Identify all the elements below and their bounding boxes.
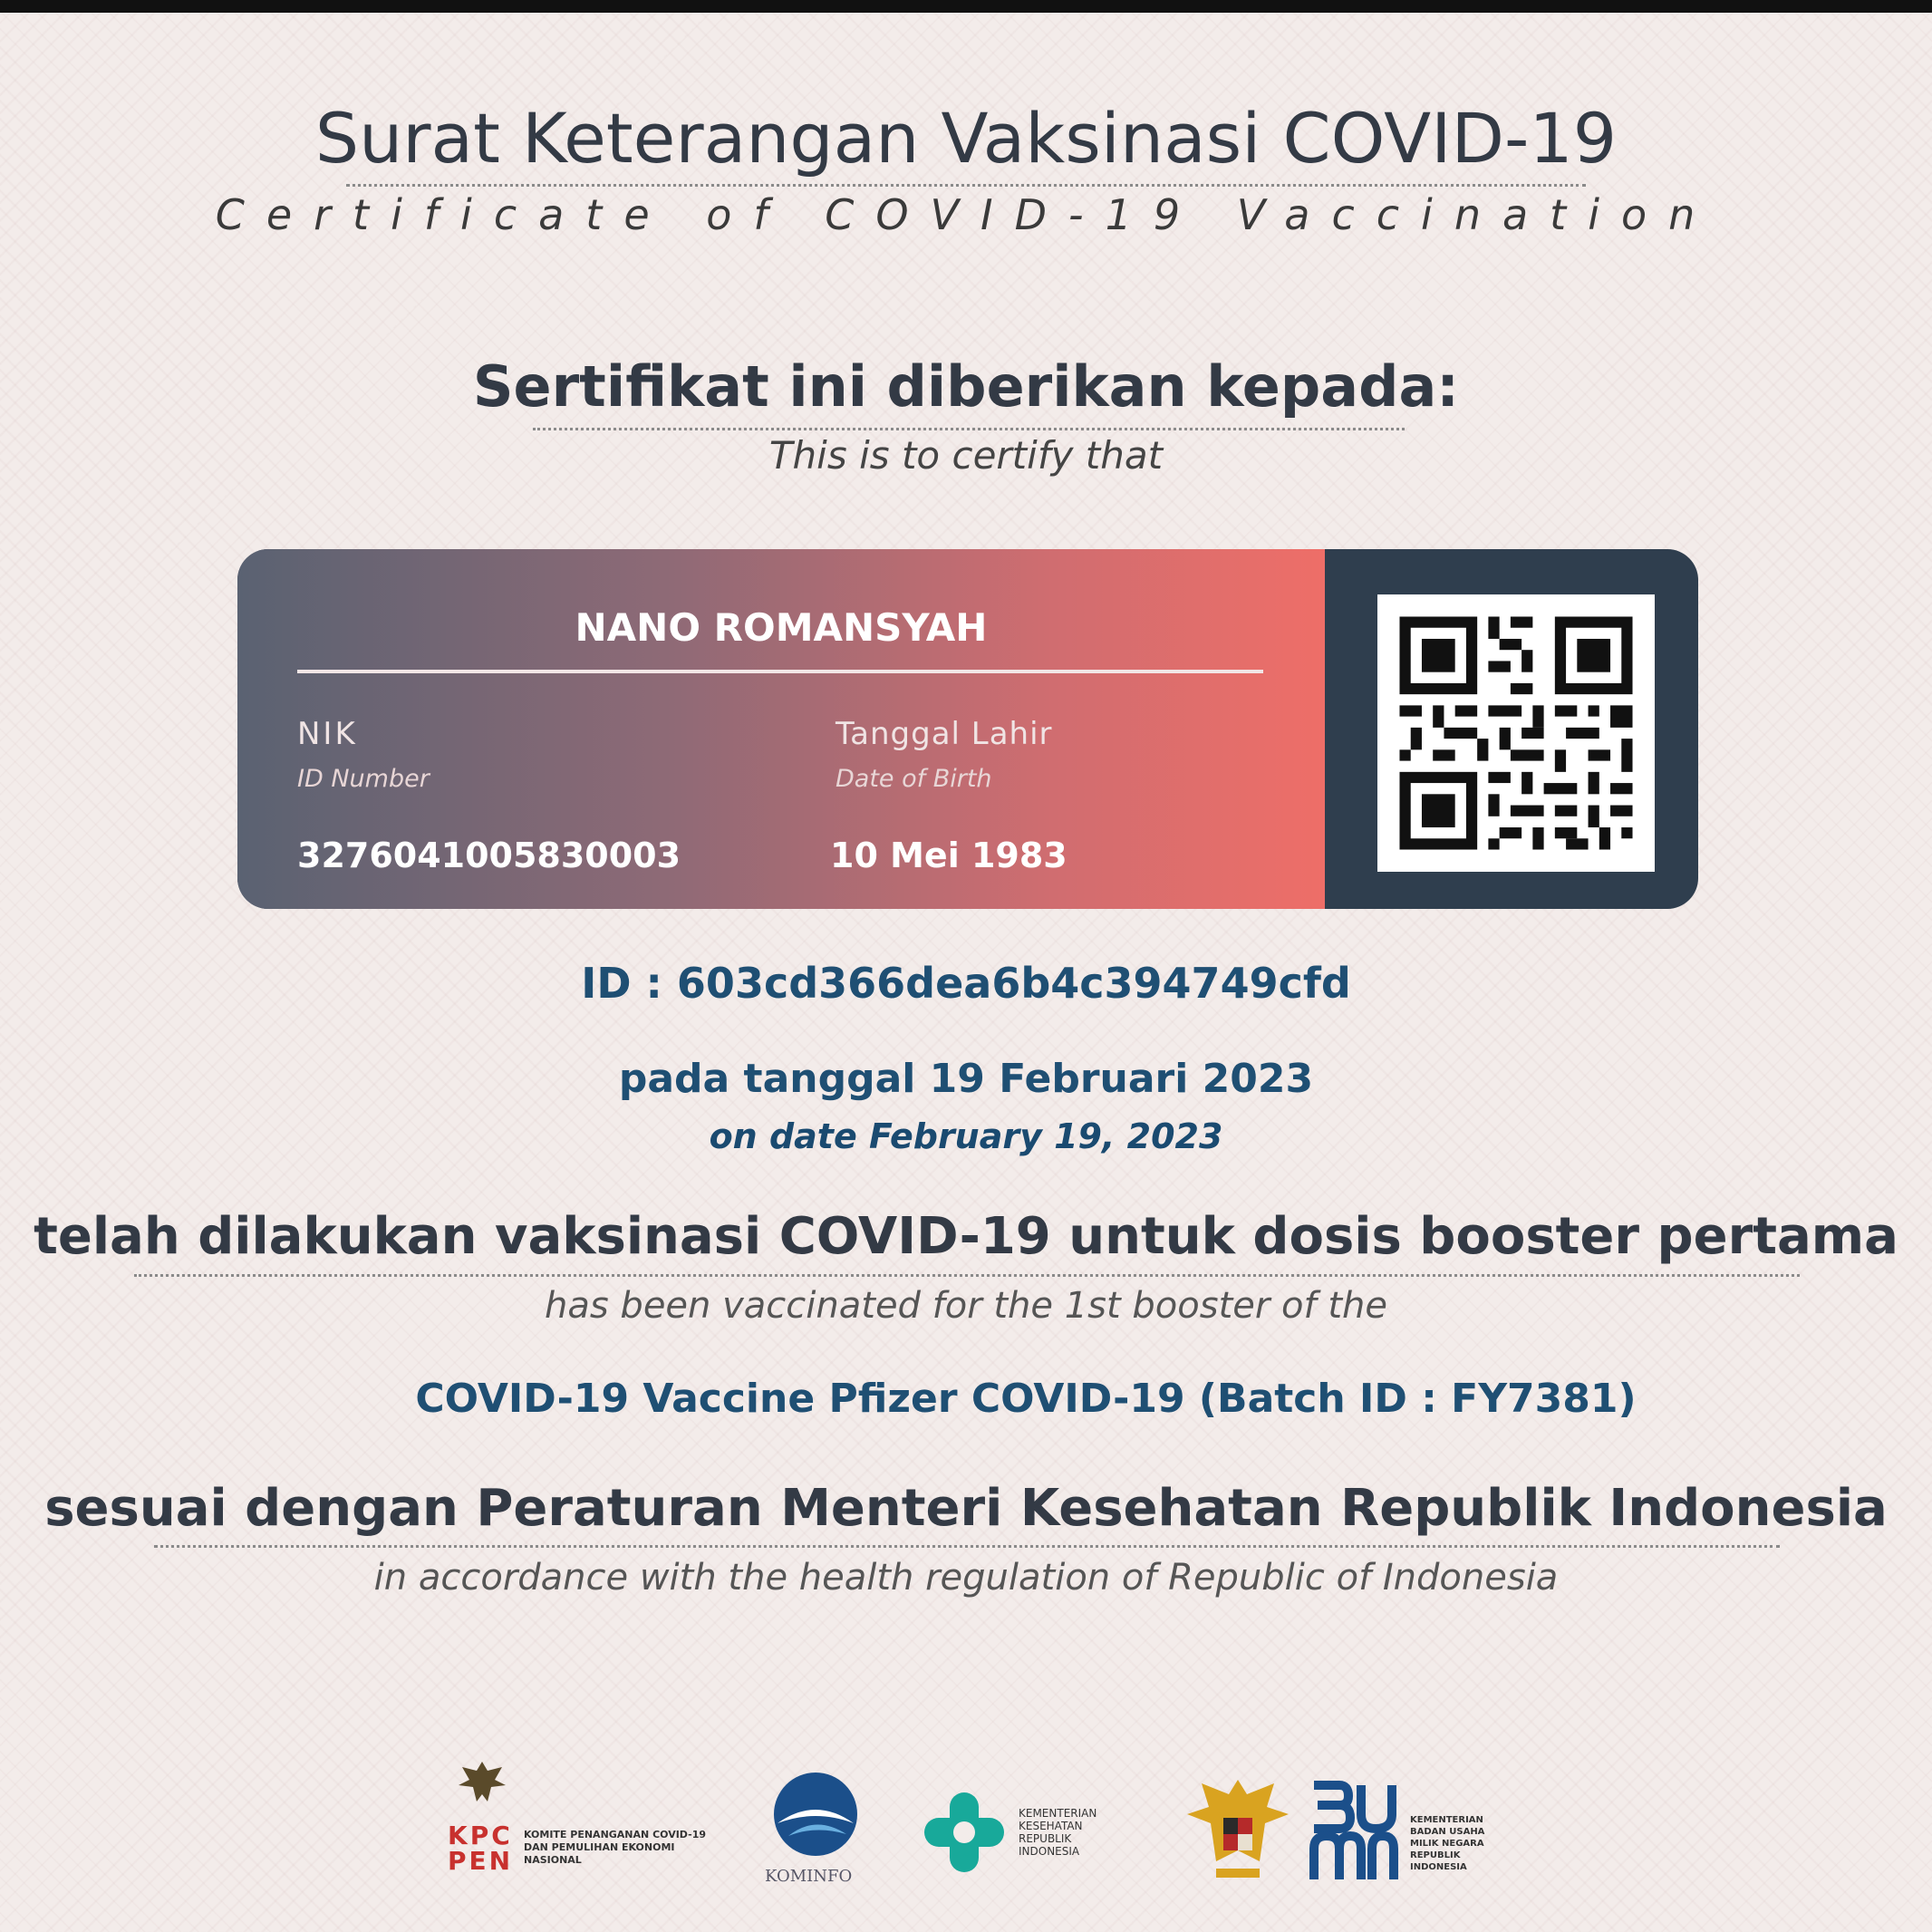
vaccine-name: COVID-19 Vaccine Pfizer COVID-19 (Batch ID : FY7381) — [415, 1376, 1637, 1422]
holder-name-underline — [297, 670, 1263, 673]
dob-value: 10 Mei 1983 — [830, 836, 1067, 875]
nik-label: NIK — [297, 716, 358, 752]
garuda-pancasila-icon — [1183, 1774, 1292, 1887]
kominfo-label: KOMINFO — [765, 1867, 853, 1886]
title-divider — [346, 184, 1586, 187]
vaccination-date-english: on date February 19, 2023 — [709, 1116, 1223, 1156]
statement-divider — [134, 1274, 1800, 1277]
nik-value: 3276041005830003 — [297, 836, 681, 875]
kominfo-emblem-icon — [770, 1769, 861, 1860]
garuda-small-icon — [453, 1758, 511, 1809]
holder-card — [237, 549, 1698, 909]
kemenkes-text: KEMENTERIAN KESEHATAN REPUBLIK INDONESIA — [1019, 1807, 1097, 1858]
certificate-id: ID : 603cd366dea6b4c394749cfd — [581, 959, 1351, 1008]
vaccination-statement: telah dilakukan vaksinasi COVID-19 untuk dosis booster pertama — [34, 1207, 1898, 1266]
bumn-emblem-icon — [1309, 1778, 1399, 1887]
holder-card-info — [237, 549, 1325, 909]
given-to-heading: Sertifikat ini diberikan kepada: — [472, 353, 1460, 420]
kpc-pen-logo — [448, 1758, 720, 1885]
garuda-logo — [1183, 1774, 1301, 1892]
kpc-top-text: KPC — [448, 1821, 513, 1850]
kemenkes-logo — [921, 1787, 1129, 1887]
vaccination-date: pada tanggal 19 Februari 2023 — [618, 1056, 1314, 1102]
given-to-divider — [533, 428, 1405, 430]
dob-label: Tanggal Lahir — [836, 716, 1053, 752]
kpc-bottom-text: PEN — [448, 1846, 514, 1876]
regulation-divider — [154, 1545, 1780, 1548]
dob-label-english: Date of Birth — [836, 765, 992, 793]
kpc-pen-text: KOMITE PENANGANAN COVID-19 DAN PEMULIHAN EKONOMI NASIONAL — [524, 1829, 707, 1866]
regulation-statement-english: in accordance with the health regulation of Republic of Indonesia — [373, 1557, 1559, 1599]
holder-name: NANO ROMANSYAH — [575, 605, 988, 650]
vaccination-statement-english: has been vaccinated for the 1st booster of the — [545, 1285, 1387, 1327]
given-to-english: This is to certify that — [768, 433, 1164, 478]
bumn-logo — [1309, 1778, 1490, 1892]
top-border — [0, 0, 1932, 13]
regulation-statement: sesuai dengan Peraturan Menteri Kesehatan Republik Indonesia — [44, 1479, 1888, 1538]
kominfo-logo — [765, 1769, 874, 1896]
page-title: Surat Keterangan Vaksinasi COVID-19 — [314, 98, 1618, 179]
page-subtitle: Certificate of COVID-19 Vaccination — [215, 190, 1717, 239]
nik-label-english: ID Number — [297, 765, 430, 793]
qr-code-icon — [1377, 594, 1655, 872]
bumn-text: KEMENTERIAN BADAN USAHA MILIK NEGARA REPUBLIK INDONESIA — [1410, 1815, 1485, 1872]
kemenkes-cross-icon — [921, 1787, 1008, 1878]
